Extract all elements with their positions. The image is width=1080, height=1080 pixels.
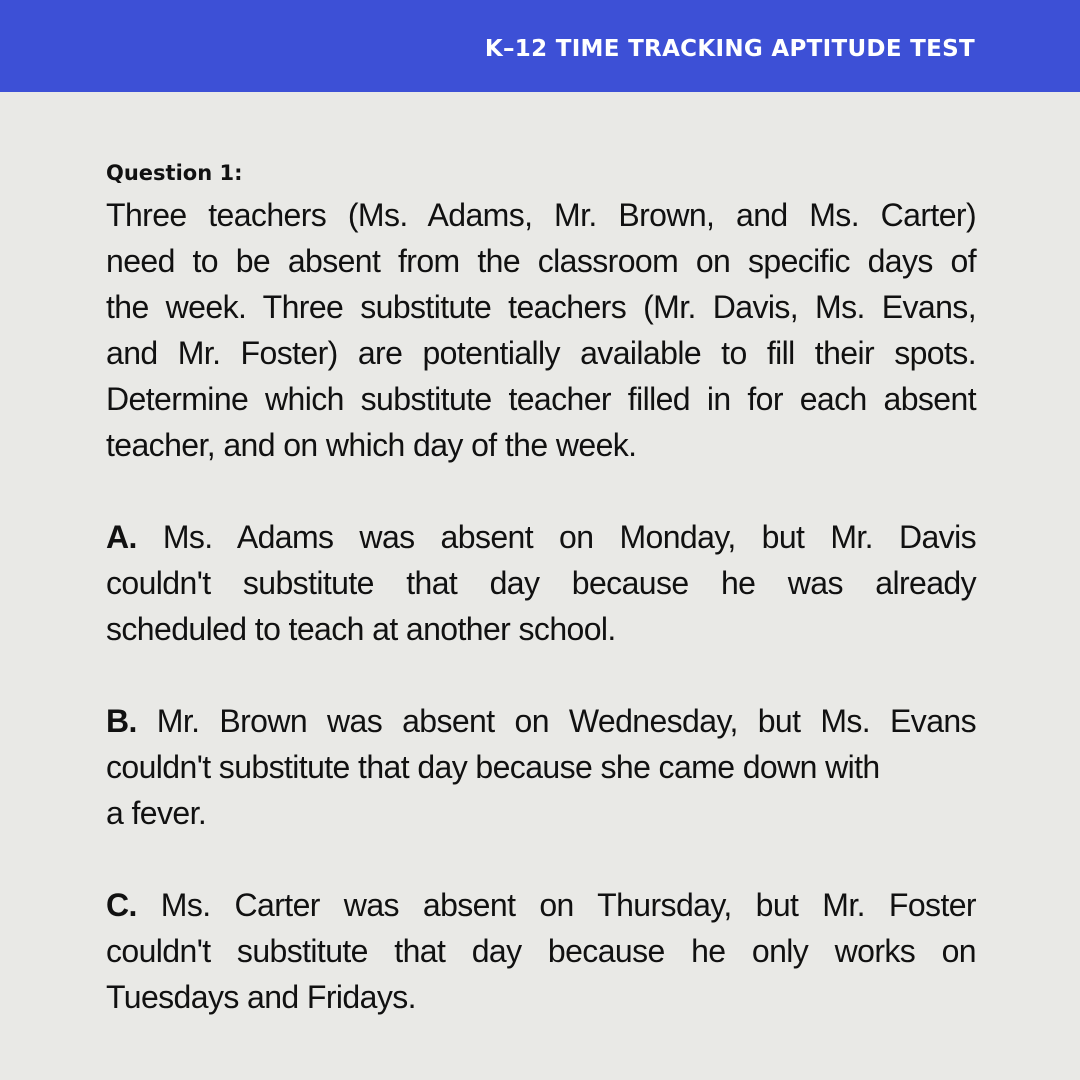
intro-line: teacher, and on which day of the week. [106, 427, 637, 463]
intro-line: need to be absent from the classroom on specific days of [106, 243, 976, 279]
clue-b-line: a fever. [106, 795, 207, 831]
clue-text: Ms. Adams was absent on Monday, but Mr. Davis [162, 519, 976, 555]
clue-a-line [106, 514, 976, 560]
clue-c-line: couldn't substitute that day because he only works on [106, 933, 976, 969]
clue-a-line: couldn't substitute that day because he was already [106, 565, 976, 601]
intro-line: the week. Three substitute teachers (Mr. Davis, Ms. Evans, [106, 289, 976, 325]
clue-b-line [106, 698, 976, 744]
clue-letter: B. [106, 703, 137, 739]
test-title: K–12 TIME TRACKING APTITUDE TEST [484, 36, 975, 62]
header-bar [0, 0, 1080, 92]
clue-text: Ms. Carter was absent on Thursday, but Mr. Foster [160, 887, 976, 923]
intro-line: and Mr. Foster) are potentially available to fill their spots. [106, 335, 976, 371]
clue-a-line: scheduled to teach at another school. [106, 611, 616, 647]
intro-line: Determine which substitute teacher filled in for each absent [106, 381, 976, 417]
question-label: Question 1: [106, 161, 243, 185]
clue-c-line [106, 882, 976, 928]
clue-letter: A. [106, 519, 137, 555]
question-content [106, 154, 976, 1020]
clue-b-line: couldn't substitute that day because she came down with [106, 749, 880, 785]
clue-c-line: Tuesdays and Fridays. [106, 979, 416, 1015]
intro-line: Three teachers (Ms. Adams, Mr. Brown, and Ms. Carter) [106, 197, 976, 233]
clue-text: Mr. Brown was absent on Wednesday, but Ms. Evans [156, 703, 976, 739]
clue-letter: C. [106, 887, 137, 923]
